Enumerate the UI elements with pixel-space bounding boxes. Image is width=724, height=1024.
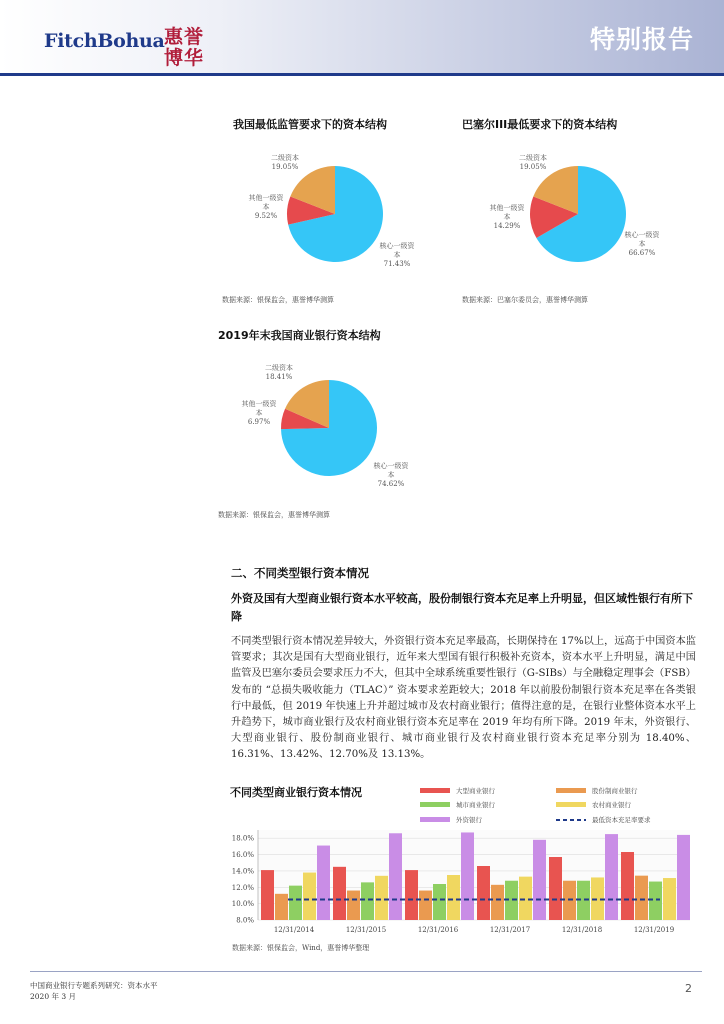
pie1-title: 我国最低监管要求下的资本结构 — [233, 118, 387, 131]
bar-0-4 — [549, 857, 562, 920]
pie3-label-core-name: 核心一级资 — [373, 462, 409, 470]
report-type: 特别报告 — [589, 25, 694, 54]
bar-4-3 — [533, 840, 546, 920]
pie1-chart — [285, 164, 385, 264]
pie2-label-core — [619, 231, 665, 258]
bar-1-0 — [275, 894, 288, 920]
legend-min-line-label: 最低资本充足率要求 — [592, 816, 651, 824]
pie2-chart — [528, 164, 628, 264]
pie3-label-other-value: 6.97% — [247, 418, 271, 426]
pie1-label-tier2-value: 19.05% — [271, 163, 299, 171]
bar-3-2 — [447, 875, 460, 920]
bar-2-1 — [361, 882, 374, 920]
bank-capital-bar-chart — [226, 780, 702, 956]
bar-2-5 — [649, 882, 662, 920]
section-body: 不同类型银行资本情况差异较大，外资银行资本充足率最高，长期保持在 17%以上，远高于中国资本监管要求；其次是国有大型商业银行，近年来大型国有银行积极补充资本，资本水平上升明显，满足中国监管及巴塞尔委员会要求压力不大，但其中全球系统重要性银行（G-SIBs）与全融稳定理事会（FSB）发布的 “总损失吸收能力（TLAC）” 资本要求差距较大；2018 年以前股份制银行资本充足率在各类银行中最低，但 2019 年快速上升并超过城市及农村商业银行；值得注意的是，在银行业整体资本水平上升趋势下，城市商业银行及农村商业银行资本充足率在 2019 年均有所下降。2019 年末，外资银行、大型商业银行、股份制商业银行、城市商业银行及农村商业银行资本充足率分别为 18.40%、16.31%、13.42%、12.70%及 13.13%。 — [231, 636, 696, 761]
section-subtitle: 外资及国有大型商业银行资本水平较高，股份制银行资本充足率上升明显，但区域性银行有所下降 — [231, 592, 693, 623]
pie3-label-tier2 — [254, 364, 304, 382]
pie3-title: 2019年末我国商业银行资本结构 — [218, 329, 381, 342]
bar-2-2 — [433, 884, 446, 920]
legend-label-1: 股份制商业银行 — [592, 787, 638, 795]
bar-1-1 — [347, 891, 360, 920]
legend-swatch-2 — [420, 802, 450, 807]
pie3-chart — [279, 378, 379, 478]
pie3-source: 数据来源：银保监会，惠誉博华测算 — [218, 511, 330, 519]
legend-label-4: 外资银行 — [456, 816, 482, 824]
logo-cn-line2: 博华 — [164, 47, 205, 69]
bar-0-5 — [621, 852, 634, 920]
pie2-title: 巴塞尔III最低要求下的资本结构 — [462, 118, 618, 131]
bar-2-0 — [289, 886, 302, 920]
logo-text: FitchBohua — [44, 30, 165, 52]
pie2-label-tier2-value: 19.05% — [519, 163, 547, 171]
logo-seal — [158, 22, 212, 69]
pie3-label-other — [236, 400, 282, 427]
pie3-label-other-name2: 本 — [255, 409, 263, 417]
legend-swatch-3 — [556, 802, 586, 807]
footer-series-title: 中国商业银行专题系列研究：资本水平 — [30, 981, 158, 990]
footer-info — [30, 980, 158, 1002]
legend-label-2: 城市商业银行 — [456, 801, 495, 809]
bar-1-2 — [419, 891, 432, 920]
pie3-label-tier2-name: 二级资本 — [265, 364, 293, 372]
pie1-label-tier2 — [260, 154, 310, 172]
y-tick-label-2: 12.0% — [231, 883, 254, 892]
y-tick-label-5: 18.0% — [231, 834, 254, 843]
bar-3-3 — [519, 877, 532, 920]
bar-4-0 — [317, 846, 330, 920]
pie1-label-core — [374, 242, 420, 269]
header-rule — [0, 73, 724, 76]
bar-4-2 — [461, 832, 474, 920]
legend-swatch-0 — [420, 788, 450, 793]
page-number: 2 — [685, 982, 692, 995]
y-tick-label-3: 14.0% — [231, 867, 254, 876]
pie3-label-core-value: 74.62% — [377, 480, 405, 488]
pie1-source: 数据来源：银保监会，惠誉博华测算 — [222, 296, 334, 304]
x-tick-label-4: 12/31/2018 — [561, 926, 603, 934]
footer-rule — [30, 971, 702, 972]
bar-3-1 — [375, 876, 388, 920]
bar-4-5 — [677, 835, 690, 920]
pie2-label-other-name2: 本 — [503, 213, 511, 221]
pie1-label-other-name2: 本 — [262, 203, 270, 211]
section-title: 二、不同类型银行资本情况 — [231, 566, 369, 580]
bar-3-5 — [663, 878, 676, 920]
bar-1-5 — [635, 876, 648, 920]
logo-cn-line1: 惠誉 — [164, 26, 205, 48]
bar-4-1 — [389, 833, 402, 920]
pie3-label-tier2-value: 18.41% — [265, 373, 293, 381]
x-tick-label-3: 12/31/2017 — [489, 926, 531, 934]
pie2-label-other-name: 其他一级资 — [489, 204, 525, 212]
footer-date: 2020 年 3 月 — [30, 992, 77, 1001]
x-tick-label-0: 12/31/2014 — [273, 926, 315, 934]
pie2-label-other — [484, 204, 530, 231]
legend-label-0: 大型商业银行 — [456, 787, 495, 795]
bar-0-1 — [333, 867, 346, 920]
pie2-label-core-name: 核心一级资 — [624, 231, 660, 239]
pie1-label-core-name: 核心一级资 — [379, 242, 415, 250]
pie1-label-core-name2: 本 — [393, 251, 401, 259]
bar-chart-source: 数据来源：银保监会，Wind，惠誉博华整理 — [232, 944, 370, 952]
y-tick-label-1: 10.0% — [231, 900, 254, 909]
bar-0-3 — [477, 866, 490, 920]
x-tick-label-1: 12/31/2015 — [345, 926, 387, 934]
pie3-label-core — [368, 462, 414, 489]
bar-0-2 — [405, 870, 418, 920]
pie1-label-tier2-name: 二级资本 — [271, 154, 299, 162]
pie2-label-core-name2: 本 — [638, 240, 646, 248]
pie2-label-tier2-name: 二级资本 — [519, 154, 547, 162]
pie2-label-other-value: 14.29% — [493, 222, 521, 230]
bar-1-3 — [491, 885, 504, 920]
pie1-label-other — [243, 194, 289, 221]
legend-label-3: 农村商业银行 — [592, 801, 631, 809]
y-tick-label-4: 16.0% — [231, 851, 254, 860]
bar-chart-title: 不同类型商业银行资本情况 — [230, 786, 362, 799]
bar-3-0 — [303, 873, 316, 920]
bar-0-0 — [261, 870, 274, 920]
bar-4-4 — [605, 834, 618, 920]
pie2-label-tier2 — [508, 154, 558, 172]
x-tick-label-5: 12/31/2019 — [633, 926, 675, 934]
x-tick-label-2: 12/31/2016 — [417, 926, 459, 934]
page-header — [0, 0, 724, 75]
pie3-label-core-name2: 本 — [387, 471, 395, 479]
legend-swatch-1 — [556, 788, 586, 793]
pie3-label-other-name: 其他一级资 — [241, 400, 277, 408]
pie2-source: 数据来源：巴塞尔委员会，惠誉博华测算 — [462, 296, 588, 304]
legend-swatch-4 — [420, 817, 450, 822]
pie1-label-other-name: 其他一级资 — [248, 194, 284, 202]
pie2-label-core-value: 66.67% — [628, 249, 656, 257]
y-tick-label-0: 8.0% — [236, 916, 254, 925]
pie1-label-other-value: 9.52% — [254, 212, 278, 220]
pie1-label-core-value: 71.43% — [383, 260, 411, 268]
